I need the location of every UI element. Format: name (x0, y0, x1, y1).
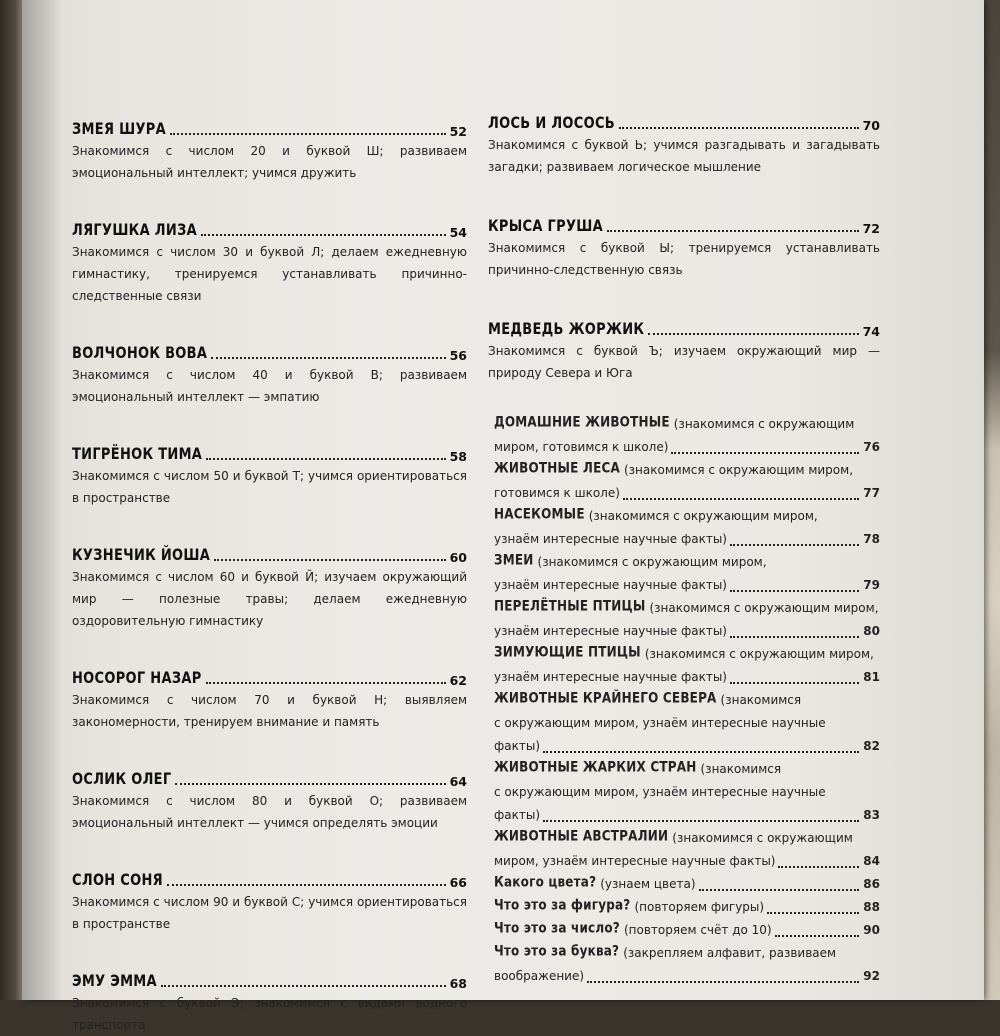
entry-title: НОСОРОГ НАЗАР (72, 669, 202, 688)
entry-title: ЭМУ ЭММА (72, 972, 157, 991)
page-number: 90 (863, 923, 880, 937)
toc-list-item (494, 689, 880, 758)
dot-leader (214, 559, 445, 561)
list-item-note: (знакомимся с окружающим миром, (537, 555, 767, 569)
entry-heading (72, 864, 467, 890)
dot-leader (699, 889, 860, 891)
entry-description: Знакомимся с буквой Э; знакомимся с видами водного транспорта (72, 996, 467, 1032)
list-item-note: узнаём интересные научные факты) (494, 578, 727, 592)
list-item-title: Что это за буква? (494, 942, 620, 959)
page-number: 79 (863, 578, 880, 592)
list-item-note: (повторяем фигуры) (634, 900, 765, 914)
dot-leader (201, 234, 446, 236)
book-edge (0, 0, 22, 1000)
page-number: 86 (863, 877, 880, 891)
dot-leader (607, 230, 859, 232)
list-item-note: готовимся к школе) (494, 486, 620, 500)
entry-title: ЛЯГУШКА ЛИЗА (72, 221, 197, 240)
toc-list-item (494, 505, 880, 551)
page-number: 80 (863, 624, 880, 638)
toc-entry (72, 539, 467, 632)
dot-leader (161, 985, 446, 987)
entry-title: МЕДВЕДЬ ЖОРЖИК (488, 320, 645, 339)
toc-entry (72, 662, 467, 733)
entry-heading (72, 662, 467, 688)
page-number: 54 (449, 225, 467, 240)
list-item-note: факты) (494, 808, 541, 822)
toc-left-column (72, 113, 467, 1036)
page-number: 74 (862, 324, 880, 339)
entry-title: ВОЛЧОНОК ВОВА (72, 344, 208, 363)
entry-title: ОСЛИК ОЛЕГ (72, 770, 172, 789)
list-item-title: ЖИВОТНЫЕ АВСТРАЛИИ (494, 827, 669, 844)
list-item-note: факты) (494, 739, 541, 753)
entry-description: Знакомимся с числом 40 и буквой В; развиваем эмоциональный интеллект — эмпатию (72, 368, 467, 404)
dot-leader (170, 133, 446, 135)
toc-right-column (488, 107, 880, 384)
page-number: 72 (862, 221, 880, 236)
page-number: 82 (863, 739, 880, 753)
dot-leader (778, 866, 859, 868)
list-item-note: (узнаем цвета) (600, 877, 696, 891)
page-gutter-shadow (22, 0, 62, 1000)
toc-right-list (494, 413, 880, 988)
list-item-title: Что это за фигура? (494, 896, 631, 913)
list-item-note: (закрепляем алфавит, развиваем (623, 946, 837, 960)
list-item-title: ЖИВОТНЫЕ ЖАРКИХ СТРАН (494, 758, 697, 775)
dot-leader (587, 981, 859, 983)
dot-leader (619, 127, 859, 129)
dot-leader (775, 935, 860, 937)
dot-leader (730, 544, 859, 546)
dot-leader (623, 498, 859, 500)
entry-title: КРЫСА ГРУША (488, 217, 604, 236)
entry-title: КУЗНЕЧИК ЙОША (72, 546, 211, 565)
toc-entry (72, 113, 467, 184)
dot-leader (648, 333, 858, 335)
entry-heading (72, 113, 467, 139)
page-number: 81 (863, 670, 880, 684)
page-number: 68 (449, 976, 467, 991)
dot-leader (175, 783, 445, 785)
dot-leader (730, 636, 859, 638)
list-item-note: узнаём интересные научные факты) (494, 624, 727, 638)
list-item-note: узнаём интересные научные факты) (494, 532, 727, 546)
dot-leader (211, 357, 445, 359)
toc-list-item (494, 413, 880, 459)
toc-entry (488, 210, 880, 281)
list-item-title: Что это за число? (494, 919, 620, 936)
entry-heading (488, 107, 880, 133)
list-item-note: воображение) (494, 969, 585, 983)
list-item-note: (знакомимся с окружающим (673, 417, 855, 431)
dot-leader (671, 452, 859, 454)
list-item-note: с окружающим миром, узнаём интересные научные (494, 785, 826, 799)
entry-description: Знакомимся с числом 70 и буквой Н; выявляем закономерности, тренируем внимание и память (72, 693, 467, 729)
toc-list-item (494, 459, 880, 505)
list-item-note: узнаём интересные научные факты) (494, 670, 727, 684)
toc-list-item (494, 942, 880, 988)
entry-title: СЛОН СОНЯ (72, 871, 163, 890)
entry-heading (72, 965, 467, 991)
entry-heading (72, 438, 467, 464)
list-item-note: с окружающим миром, узнаём интересные научные (494, 716, 826, 730)
entry-description: Знакомимся с буквой Ъ; изучаем окружающий мир — природу Севера и Юга (488, 344, 880, 380)
page-number: 58 (449, 449, 467, 464)
entry-heading (488, 313, 880, 339)
toc-list-item (494, 758, 880, 827)
entry-description: Знакомимся с числом 30 и буквой Л; делаем ежедневную гимнастику, тренируемся устанавливать причинно-следственные связи (72, 245, 467, 303)
toc-list-item (494, 551, 880, 597)
list-item-title: ЗИМУЮЩИЕ ПТИЦЫ (494, 643, 641, 660)
list-item-title: НАСЕКОМЫЕ (494, 505, 585, 522)
toc-entry (72, 438, 467, 509)
page-number: 62 (449, 673, 467, 688)
entry-heading (488, 210, 880, 236)
toc-entry (488, 107, 880, 178)
entry-description: Знакомимся с числом 20 и буквой Ш; развиваем эмоциональный интеллект; учимся дружить (72, 144, 467, 180)
dot-leader (730, 682, 859, 684)
entry-heading (72, 214, 467, 240)
page-number: 70 (862, 118, 880, 133)
list-item-note: (повторяем счёт до 10) (623, 923, 772, 937)
dot-leader (206, 458, 445, 460)
toc-entry (72, 214, 467, 307)
entry-title: ЛОСЬ И ЛОСОСЬ (488, 114, 616, 133)
dot-leader (767, 912, 859, 914)
entry-description: Знакомимся с числом 50 и буквой Т; учимся ориентироваться в пространстве (72, 469, 467, 505)
list-item-title: ЖИВОТНЫЕ КРАЙНЕГО СЕВЕРА (494, 689, 717, 706)
toc-list-item (494, 643, 880, 689)
list-item-title: Какого цвета? (494, 873, 597, 890)
toc-list-item (494, 597, 880, 643)
list-item-title: ДОМАШНИЕ ЖИВОТНЫЕ (494, 413, 670, 430)
entry-heading (72, 337, 467, 363)
list-item-note: миром, готовимся к школе) (494, 440, 669, 454)
page-number: 88 (863, 900, 880, 914)
entry-title: ТИГРЁНОК ТИМА (72, 445, 203, 464)
list-item-note: (знакомимся с окружающим миром, (644, 647, 874, 661)
entry-heading (72, 539, 467, 565)
entry-description: Знакомимся с буквой Ь; учимся разгадывать и загадывать загадки; развиваем логическое мышление (488, 138, 880, 174)
page-number: 66 (449, 875, 467, 890)
list-item-title: ЖИВОТНЫЕ ЛЕСА (494, 459, 620, 476)
toc-entry (72, 337, 467, 408)
entry-title: ЗМЕЯ ШУРА (72, 120, 166, 139)
list-item-note: (знакомимся с окружающим (672, 831, 853, 845)
list-item-note: (знакомимся (700, 762, 782, 776)
list-item-title: ЗМЕИ (494, 551, 534, 568)
page-number: 76 (863, 440, 880, 454)
dot-leader (206, 682, 446, 684)
toc-entry (72, 864, 467, 935)
list-item-note: (знакомимся с окружающим миром, (623, 463, 854, 477)
page-number: 83 (863, 808, 880, 822)
entry-heading (72, 763, 467, 789)
page-number: 60 (449, 550, 467, 565)
page-number: 92 (863, 969, 880, 983)
list-item-note: миром, узнаём интересные научные факты) (494, 854, 776, 868)
toc-entry (72, 763, 467, 834)
toc-list-item (494, 827, 880, 873)
dot-leader (167, 884, 446, 886)
page-number: 78 (863, 532, 880, 546)
page-number: 56 (449, 348, 467, 363)
entry-description: Знакомимся с числом 60 и буквой Й; изучаем окружающий мир — полезные травы; делаем ежедневную оздоровительную гимнастику (72, 570, 467, 628)
page-number: 52 (449, 124, 467, 139)
entry-description: Знакомимся с числом 80 и буквой О; развиваем эмоциональный интеллект — учимся определять эмоции (72, 794, 467, 830)
list-item-note: (знакомимся (720, 693, 802, 707)
list-item-title: ПЕРЕЛЁТНЫЕ ПТИЦЫ (494, 597, 646, 614)
entry-description: Знакомимся с числом 90 и буквой С; учимся ориентироваться в пространстве (72, 895, 467, 931)
page-number: 77 (863, 486, 880, 500)
dot-leader (730, 590, 859, 592)
entry-description: Знакомимся с буквой Ы; тренируемся устанавливать причинно-следственную связь (488, 241, 880, 277)
page-number: 64 (449, 774, 467, 789)
toc-entry (488, 313, 880, 384)
list-item-note: (знакомимся с окружающим миром, (649, 601, 879, 615)
list-item-note: (знакомимся с окружающим миром, (588, 509, 818, 523)
toc-entry (72, 965, 467, 1036)
page-number: 84 (863, 854, 880, 868)
